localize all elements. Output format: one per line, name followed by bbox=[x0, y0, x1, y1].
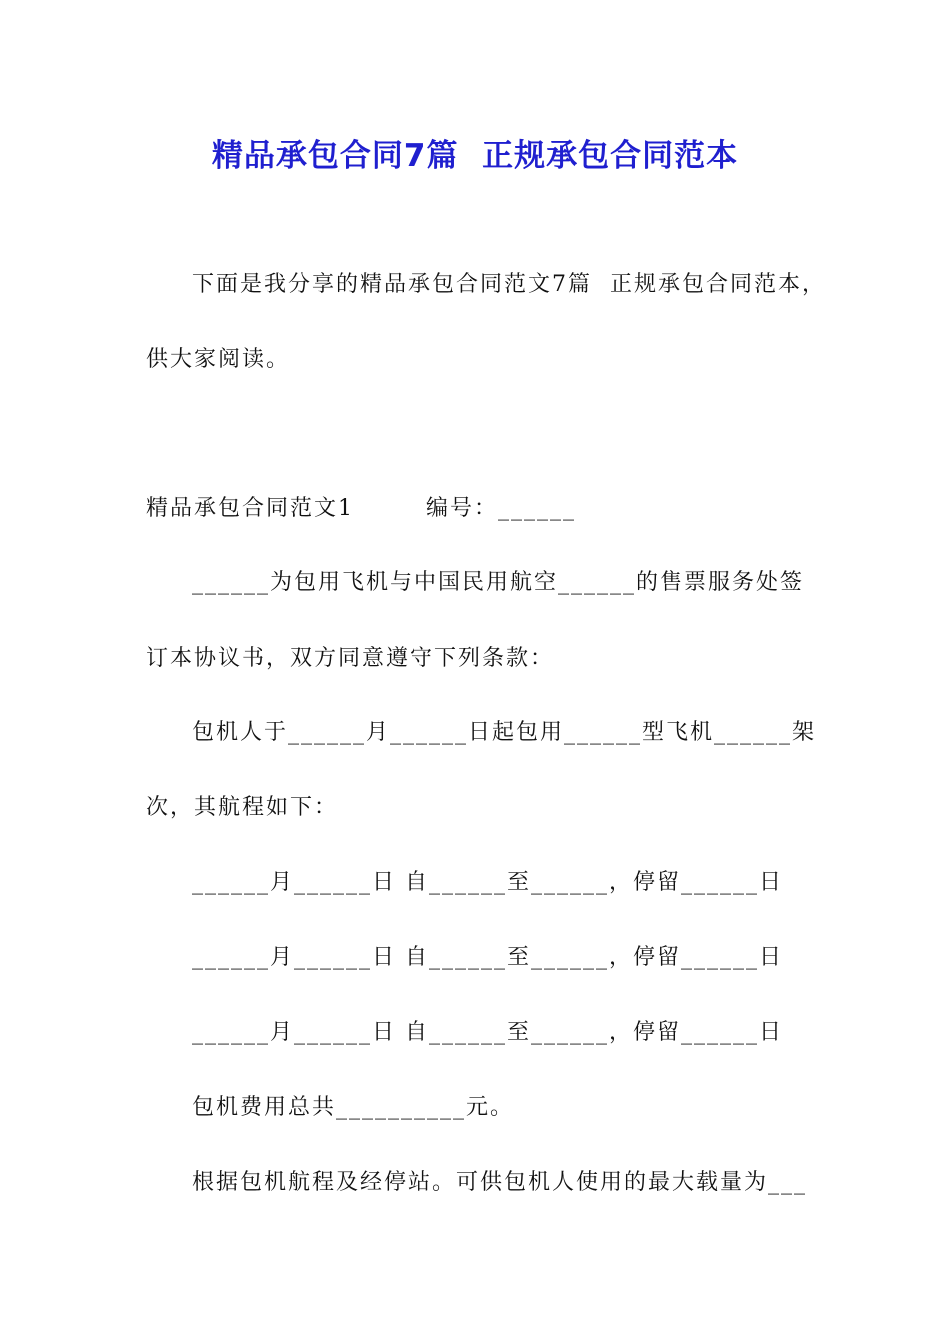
intro-line-2: 供大家阅读。 bbox=[146, 347, 291, 372]
paragraph-line: 根据包机航程及经停站。可供包机人使用的最大载量为___ bbox=[192, 1170, 808, 1195]
intro-line-1: 下面是我分享的精品承包合同范文7篇 正规承包合同范本， bbox=[192, 272, 826, 297]
itinerary-line: ______月______日 自______至______，停留______日 bbox=[192, 1020, 783, 1045]
itinerary-line: ______月______日 自______至______，停留______日 bbox=[192, 870, 783, 895]
section-heading: 精品承包合同范文1 编号：______ bbox=[146, 496, 576, 521]
paragraph-line: 订本协议书，双方同意遵守下列条款： bbox=[146, 646, 555, 671]
itinerary-line: ______月______日 自______至______，停留______日 bbox=[192, 945, 783, 970]
document-title: 精品承包合同7篇 正规承包合同范本 bbox=[211, 138, 739, 174]
paragraph-line: 次，其航程如下： bbox=[146, 795, 339, 820]
paragraph-line: ______为包用飞机与中国民用航空______的售票服务处签 bbox=[192, 570, 805, 595]
fee-line: 包机费用总共__________元。 bbox=[192, 1095, 515, 1120]
paragraph-line: 包机人于______月______日起包用______型飞机______架 bbox=[192, 720, 817, 745]
